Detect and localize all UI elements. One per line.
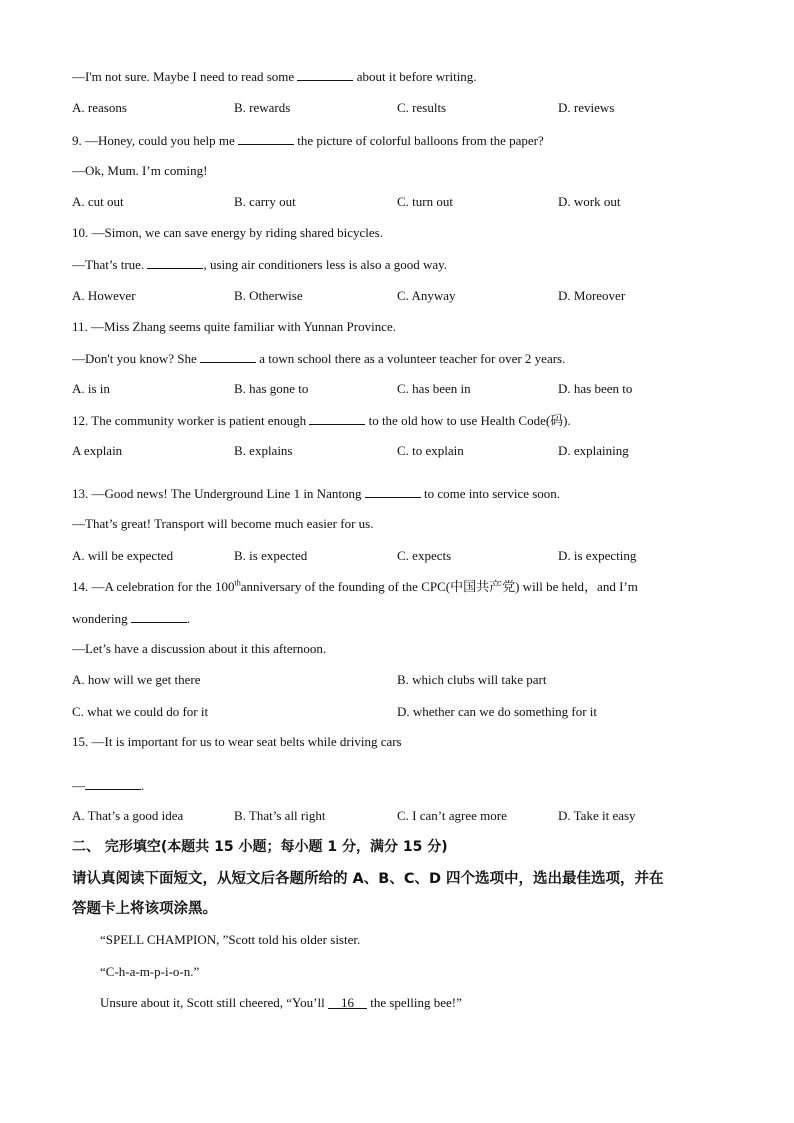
q14-option-c: C. what we could do for it	[72, 704, 209, 719]
q9-stem-pre: 9. —Honey, could you help me	[72, 133, 238, 148]
q15-option-a: A. That’s a good idea	[72, 808, 184, 823]
q15-option-b: B. That’s all right	[234, 808, 326, 823]
q13-option-c: C. expects	[397, 548, 452, 563]
q12-option-b: B. explains	[234, 443, 293, 458]
q9-option-b: B. carry out	[234, 194, 296, 209]
passage-p3-pre: Unsure about it, Scott still cheered, “You’ll	[100, 995, 328, 1010]
answer-blank	[147, 256, 203, 269]
passage-paragraph-2: “C-h-a-m-p-i-o-n.”	[100, 964, 200, 979]
q14-option-a: A. how will we get there	[72, 672, 201, 687]
q13-reply: —That’s great! Transport will become much easier for us.	[72, 516, 374, 531]
q15-reply-post: .	[141, 778, 145, 793]
superscript-th: th	[234, 578, 241, 588]
q13-stem-pre: 13. —Good news! The Underground Line 1 in Nantong	[72, 486, 365, 501]
q13-option-d: D. is expecting	[558, 548, 637, 563]
q10-option-b: B. Otherwise	[234, 288, 303, 303]
q8-option-b: B. rewards	[234, 100, 291, 115]
answer-blank	[309, 412, 365, 425]
q10-reply-post: , using air conditioners less is also a good way.	[203, 257, 448, 272]
q8-option-a: A. reasons	[72, 100, 127, 115]
q14-option-d: D. whether can we do something for it	[397, 704, 598, 719]
q11-option-d: D. has been to	[558, 381, 633, 396]
q13-option-b: B. is expected	[234, 548, 308, 563]
cloze-blank-16	[328, 995, 367, 1010]
passage-paragraph-1: “SPELL CHAMPION, ”Scott told his older sister.	[100, 932, 361, 947]
q12-stem-post: to the old how to use Health Code(码).	[365, 413, 571, 428]
q14-stem	[72, 579, 638, 595]
q11-option-a: A. is in	[72, 381, 110, 396]
answer-blank	[238, 132, 294, 145]
q11-reply-pre: —Don't you know? She	[72, 351, 201, 366]
q11-option-b: B. has gone to	[234, 381, 309, 396]
q11-stem: 11. —Miss Zhang seems quite familiar with Yunnan Province.	[72, 319, 396, 334]
section-instruction-line1: 请认真阅读下面短文，从短文后各题所给的 A、B、C、D 四个选项中，选出最佳选项，并在	[72, 871, 664, 887]
answer-blank	[297, 68, 353, 81]
q9-stem	[72, 132, 544, 149]
q12-option-a: A explain	[72, 443, 123, 458]
q12-stem-pre: 12. The community worker is patient enough	[72, 413, 310, 428]
q13-stem-post: to come into service soon.	[420, 486, 561, 501]
q13-stem	[72, 485, 560, 502]
q9-option-c: C. turn out	[397, 194, 453, 209]
q15-stem: 15. —It is important for us to wear seat belts while driving cars	[72, 734, 402, 749]
q11-option-c: C. has been in	[397, 381, 471, 396]
q14-stem-pre: 14. —A celebration for the 100	[72, 579, 235, 594]
answer-blank	[365, 485, 421, 498]
passage-p3-post: the spelling bee!”	[366, 995, 462, 1010]
q14-option-b: B. which clubs will take part	[397, 672, 547, 687]
q10-reply-pre: —That’s true.	[72, 257, 148, 272]
section-instruction-line2: 答题卡上将该项涂黑。	[72, 901, 217, 917]
q9-option-d: D. work out	[558, 194, 621, 209]
q15-option-c: C. I can’t agree more	[397, 808, 507, 823]
q14-line2-pre: wondering	[72, 611, 131, 626]
q15-option-d: D. Take it easy	[558, 808, 636, 823]
section-heading: 二、 完形填空(本题共 15 小题；每小题 1 分，满分 15 分)	[72, 839, 448, 855]
q8-stem-post: about it before writing.	[353, 69, 477, 84]
q10-option-d: D. Moreover	[558, 288, 626, 303]
q13-option-a: A. will be expected	[72, 548, 174, 563]
q14-line2-post: .	[186, 611, 191, 626]
q14-stem-post: anniversary of the founding of the CPC(中国共产党) will be held，and I’m	[240, 579, 638, 594]
q8-stem	[72, 68, 477, 85]
answer-blank	[85, 777, 141, 790]
q15-reply	[72, 777, 144, 794]
q10-option-c: C. Anyway	[397, 288, 456, 303]
q12-option-d: D. explaining	[558, 443, 629, 458]
answer-blank	[200, 350, 256, 363]
q14-reply: —Let’s have a discussion about it this afternoon.	[72, 641, 327, 656]
q8-option-c: C. results	[397, 100, 447, 115]
q10-option-a: A. However	[72, 288, 136, 303]
cloze-blank-number: 16	[340, 995, 354, 1010]
answer-blank	[131, 610, 187, 623]
q8-stem-pre: —I'm not sure. Maybe I need to read some	[72, 69, 298, 84]
q10-stem: 10. —Simon, we can save energy by riding shared bicycles.	[72, 225, 383, 240]
passage-paragraph-3	[100, 995, 462, 1011]
q10-reply	[72, 256, 447, 273]
q11-reply	[72, 350, 565, 367]
q15-reply-pre: —	[72, 778, 85, 793]
q9-option-a: A. cut out	[72, 194, 124, 209]
q11-reply-post: a town school there as a volunteer teacher for over 2 years.	[256, 351, 566, 366]
q12-stem	[72, 412, 571, 429]
q12-option-c: C. to explain	[397, 443, 464, 458]
q8-option-d: D. reviews	[558, 100, 615, 115]
q9-stem-post: the picture of colorful balloons from the paper?	[293, 133, 544, 148]
q9-reply: —Ok, Mum. I’m coming!	[72, 163, 208, 178]
q14-stem-line2	[72, 610, 190, 627]
